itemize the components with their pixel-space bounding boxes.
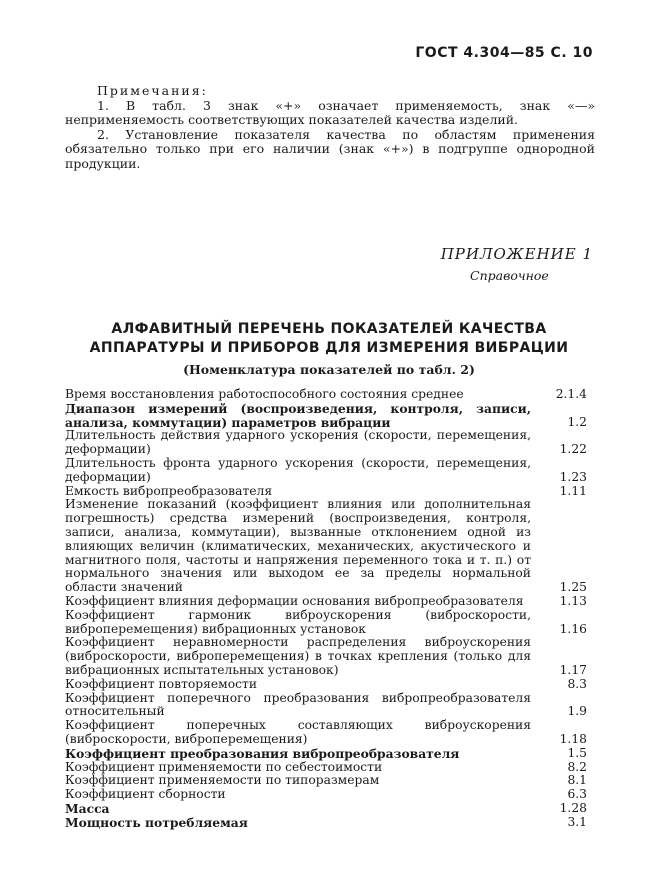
- entry-text: Коэффициент преобразования вибропреобразователя: [65, 745, 460, 761]
- note-item: 1. В табл. 3 знак «+» означает применяемость, знак «—» неприменяемость соответствующих показателей качества изделий.: [65, 97, 595, 127]
- list-item: [65, 429, 593, 457]
- appendix-subtitle: Справочное: [470, 268, 549, 283]
- document-code: ГОСТ 4.304—85 С. 10: [415, 45, 593, 61]
- entry-text: Мощность потребляемая: [65, 814, 248, 830]
- entry-number: 6.3: [567, 787, 587, 802]
- list-item: [65, 761, 593, 775]
- list-item: [65, 485, 593, 499]
- entry-text: Коэффициент влияния деформации основания вибропреобразователя: [65, 593, 524, 608]
- main-title-line: АППАРАТУРЫ И ПРИБОРОВ ДЛЯ ИЗМЕРЕНИЯ ВИБРАЦИИ: [89, 340, 569, 356]
- entry-text: Коэффициент повторяемости: [65, 676, 258, 691]
- entry-number: 8.2: [567, 759, 587, 774]
- list-item: [65, 788, 593, 802]
- entry-text: Коэффициент сборности: [65, 787, 226, 802]
- nomenclature-subtitle: (Номенклатура показателей по табл. 2): [183, 362, 475, 377]
- index-list: [65, 388, 593, 830]
- note-item: 2. Установление показателя качества по областям применения обязательно только при его наличии (знак «+») в подгруппе однородной продукции.: [65, 126, 595, 171]
- entry-text: Коэффициент применяемости по типоразмерам: [65, 773, 380, 788]
- list-item: [65, 678, 593, 692]
- list-item: [65, 388, 593, 402]
- list-item: [65, 774, 593, 788]
- entry-number: 1.23: [559, 469, 587, 484]
- entry-text: Коэффициент применяемости по себестоимости: [65, 759, 383, 774]
- list-item: [65, 595, 593, 609]
- entry-text: Емкость вибропреобразователя: [65, 483, 273, 498]
- entry-number: 1.28: [559, 800, 587, 815]
- list-item: [65, 747, 593, 761]
- entry-text: Коэффициент поперечных составляющих виброускорения (виброскорости, виброперемещения): [65, 718, 531, 746]
- entry-text: Длительность фронта ударного ускорения (скорости, перемещения, деформации): [65, 455, 531, 484]
- entry-text: Диапазон измерений (воспроизведения, контроля, записи, анализа, коммутации) параметров вибрации: [65, 400, 531, 430]
- list-item: [65, 636, 593, 677]
- entry-text: Коэффициент гармоник виброускорения (виброскорости, виброперемещения) вибрационных установок: [65, 607, 531, 636]
- entry-number: 1.5: [567, 745, 587, 760]
- entry-number: 1.18: [559, 731, 587, 746]
- list-item: [65, 692, 593, 720]
- list-item: [65, 498, 593, 595]
- appendix-title: ПРИЛОЖЕНИЕ 1: [440, 245, 593, 263]
- entry-number: 1.13: [559, 593, 587, 608]
- entry-number: 1.22: [559, 442, 587, 457]
- entry-text: Длительность действия ударного ускорения (скорости, перемещения, деформации): [65, 428, 531, 457]
- list-item: [65, 402, 593, 430]
- entry-number: 8.1: [567, 773, 587, 788]
- entry-text: Изменение показаний (коэффициент влияния или дополнительная погрешность) средства измерений (воспроизведения, контроля, записи, анализа, коммутации), вызванные отклонением одной из влияющих величин (климатических, механических, акустического и магнитного поля, частоты и напряжения переменного тока и т. п.) от нормального значения или выходом ее за пределы нормальной области значений: [65, 497, 531, 595]
- entry-text: Коэффициент поперечного преобразования вибропреобразователя относительный: [65, 690, 531, 719]
- notes-heading: Примечания:: [97, 83, 208, 98]
- list-item: [65, 719, 593, 747]
- entry-number: 1.2: [567, 414, 587, 429]
- list-item: [65, 816, 593, 830]
- entry-number: 1.11: [559, 483, 587, 498]
- entry-text: Коэффициент неравномерности распределения виброускорения (виброскорости, виброперемещения) в точках крепления (только для вибрационных испытательных установок): [65, 635, 531, 677]
- main-title-line: АЛФАВИТНЫЙ ПЕРЕЧЕНЬ ПОКАЗАТЕЛЕЙ КАЧЕСТВА: [111, 321, 547, 337]
- list-item: [65, 457, 593, 485]
- list-item: [65, 802, 593, 816]
- entry-number: 1.25: [559, 580, 587, 595]
- entry-number: 2.1.4: [555, 387, 587, 401]
- entry-number: 1.17: [559, 662, 587, 677]
- entry-number: 1.16: [559, 621, 587, 636]
- notes-block: [65, 84, 595, 171]
- entry-text: Масса: [65, 800, 110, 816]
- entry-number: 8.3: [567, 676, 587, 691]
- entry-text: Время восстановления работоспособного состояния среднее: [65, 387, 464, 401]
- list-item: [65, 609, 593, 637]
- entry-number: 1.9: [567, 704, 587, 719]
- entry-number: 3.1: [567, 814, 587, 829]
- main-title: [65, 320, 593, 358]
